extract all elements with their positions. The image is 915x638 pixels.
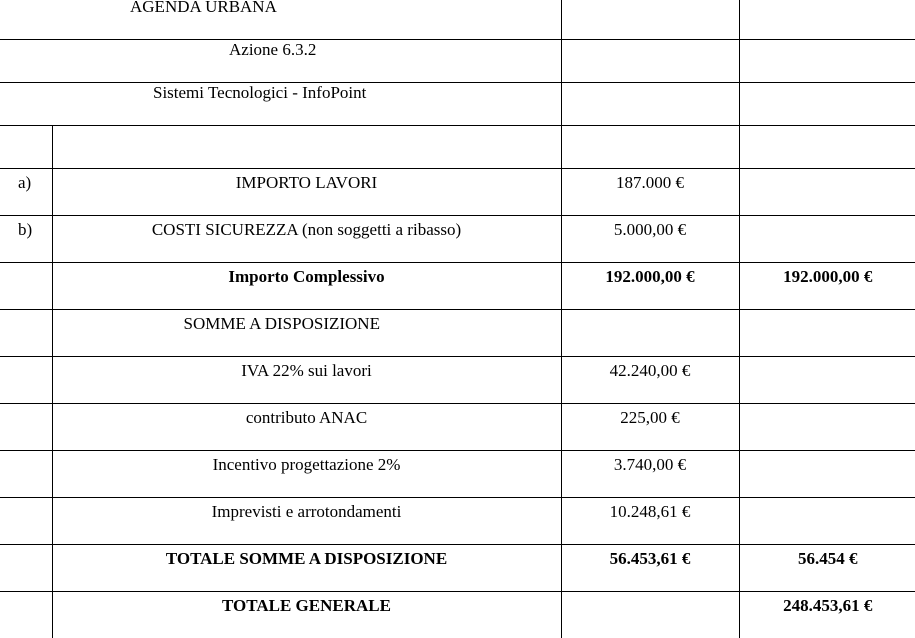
row-description: IMPORTO LAVORI — [52, 169, 561, 216]
project-subject: Sistemi Tecnologici - InfoPoint — [0, 83, 561, 103]
row-amount: 3.740,00 € — [561, 451, 739, 498]
row-total — [739, 498, 915, 545]
document-title: AGENDA URBANA — [0, 0, 561, 17]
row-amount: 225,00 € — [561, 404, 739, 451]
row-description: TOTALE SOMME A DISPOSIZIONE — [52, 545, 561, 592]
row-amount — [561, 592, 739, 638]
row-total — [739, 357, 915, 404]
row-total: 192.000,00 € — [739, 263, 915, 310]
row-label — [0, 404, 52, 451]
action-code: Azione 6.3.2 — [0, 40, 561, 60]
row-label — [0, 310, 52, 357]
row-label — [0, 357, 52, 404]
row-amount: 5.000,00 € — [561, 216, 739, 263]
row-label — [0, 545, 52, 592]
row-label — [0, 451, 52, 498]
row-iva — [0, 357, 915, 404]
row-somme-disposizione — [0, 310, 915, 357]
row-totale-generale — [0, 592, 915, 638]
row-description: Imprevisti e arrotondamenti — [52, 498, 561, 545]
row-label: b) — [0, 216, 52, 263]
row-totale-somme — [0, 545, 915, 592]
row-amount: 192.000,00 € — [561, 263, 739, 310]
row-label — [0, 263, 52, 310]
row-contributo-anac — [0, 404, 915, 451]
header-row-title — [0, 0, 915, 40]
row-importo-complessivo — [0, 263, 915, 310]
row-total — [739, 169, 915, 216]
row-description: COSTI SICUREZZA (non soggetti a ribasso) — [52, 216, 561, 263]
row-amount: 42.240,00 € — [561, 357, 739, 404]
row-total: 248.453,61 € — [739, 592, 915, 638]
row-total — [739, 404, 915, 451]
row-description: TOTALE GENERALE — [52, 592, 561, 638]
header-row-action — [0, 40, 915, 83]
spacer-row — [0, 126, 915, 169]
row-imprevisti — [0, 498, 915, 545]
row-description: Incentivo progettazione 2% — [52, 451, 561, 498]
row-costi-sicurezza — [0, 216, 915, 263]
row-description: contributo ANAC — [52, 404, 561, 451]
row-label — [0, 592, 52, 638]
row-amount: 187.000 € — [561, 169, 739, 216]
row-total — [739, 451, 915, 498]
row-description: SOMME A DISPOSIZIONE — [52, 310, 561, 357]
row-total — [739, 310, 915, 357]
row-total — [739, 216, 915, 263]
row-amount — [561, 310, 739, 357]
row-description: IVA 22% sui lavori — [52, 357, 561, 404]
row-incentivo-progettazione — [0, 451, 915, 498]
row-description: Importo Complessivo — [52, 263, 561, 310]
row-importo-lavori — [0, 169, 915, 216]
row-total: 56.454 € — [739, 545, 915, 592]
header-row-subject — [0, 83, 915, 126]
row-amount: 56.453,61 € — [561, 545, 739, 592]
row-label: a) — [0, 169, 52, 216]
row-label — [0, 498, 52, 545]
row-amount: 10.248,61 € — [561, 498, 739, 545]
